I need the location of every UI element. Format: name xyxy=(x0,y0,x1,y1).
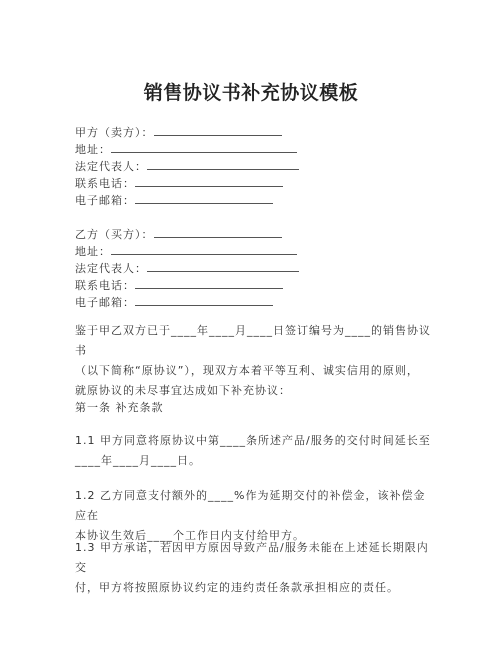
clause-1-3-line-2: 付，甲方将按照原协议约定的违约责任条款承担相应的责任。 xyxy=(75,581,399,594)
party-a-rep-row xyxy=(75,159,299,174)
document-title: 销售协议书补充协议模板 xyxy=(143,82,359,104)
party-a-address-row xyxy=(75,142,297,157)
party-b-name-row xyxy=(75,227,282,242)
party-b-address-blank xyxy=(111,244,297,255)
party-b-name-label: 乙方（买方）： xyxy=(75,228,154,241)
party-a-phone-row xyxy=(75,176,283,191)
party-a-phone-blank xyxy=(135,176,283,187)
party-b-address-row xyxy=(75,244,297,259)
party-b-phone-label: 联系电话： xyxy=(75,279,135,292)
party-b-email-label: 电子邮箱： xyxy=(75,296,135,309)
clause-1-1 xyxy=(75,431,435,471)
party-b-email-blank xyxy=(135,295,273,306)
party-a-rep-blank xyxy=(147,159,299,170)
party-a-name-blank xyxy=(154,125,282,136)
article-1-heading: 第一条 补充条款 xyxy=(75,401,164,414)
clause-1-1-line-1: 1.1 甲方同意将原协议中第____条所述产品/服务的交付时间延长至 xyxy=(75,434,431,447)
clause-1-2 xyxy=(75,486,435,546)
party-b-phone-row xyxy=(75,278,283,293)
clause-1-3-line-1: 1.3 甲方承诺，若因甲方原因导致产品/服务未能在上述延长期限内交 xyxy=(75,541,429,574)
intro-line-2: （以下简称“原协议”），现双方本着平等互利、诚实信用的原则， xyxy=(75,364,419,377)
party-b-phone-blank xyxy=(135,278,283,289)
party-a-rep-label: 法定代表人： xyxy=(75,160,147,173)
clause-1-2-line-2: 本协议生效后____个工作日内支付给甲方。 xyxy=(75,529,305,542)
party-a-email-blank xyxy=(135,193,273,204)
clause-1-3 xyxy=(75,538,435,598)
party-a-email-row xyxy=(75,193,273,208)
clause-1-2-line-1: 1.2 乙方同意支付额外的____%作为延期交付的补偿金，该补偿金应在 xyxy=(75,489,426,522)
intro-line-3: 就原协议的未尽事宜达成如下补充协议： xyxy=(75,384,291,397)
party-a-email-label: 电子邮箱： xyxy=(75,194,135,207)
intro-paragraph xyxy=(75,321,435,401)
party-a-address-blank xyxy=(111,142,297,153)
intro-line-1: 鉴于甲乙双方已于____年____月____日签订编号为____的销售协议书 xyxy=(75,324,431,357)
party-a-name-label: 甲方（卖方）： xyxy=(75,126,154,139)
party-b-rep-row xyxy=(75,261,299,276)
clause-1-1-line-2: ____年____月____日。 xyxy=(75,454,201,467)
party-b-name-blank xyxy=(154,227,282,238)
party-b-rep-label: 法定代表人： xyxy=(75,262,147,275)
party-a-address-label: 地址： xyxy=(75,143,111,156)
party-b-rep-blank xyxy=(147,261,299,272)
party-b-email-row xyxy=(75,295,273,310)
party-a-phone-label: 联系电话： xyxy=(75,177,135,190)
party-b-address-label: 地址： xyxy=(75,245,111,258)
party-a-name-row xyxy=(75,125,282,140)
